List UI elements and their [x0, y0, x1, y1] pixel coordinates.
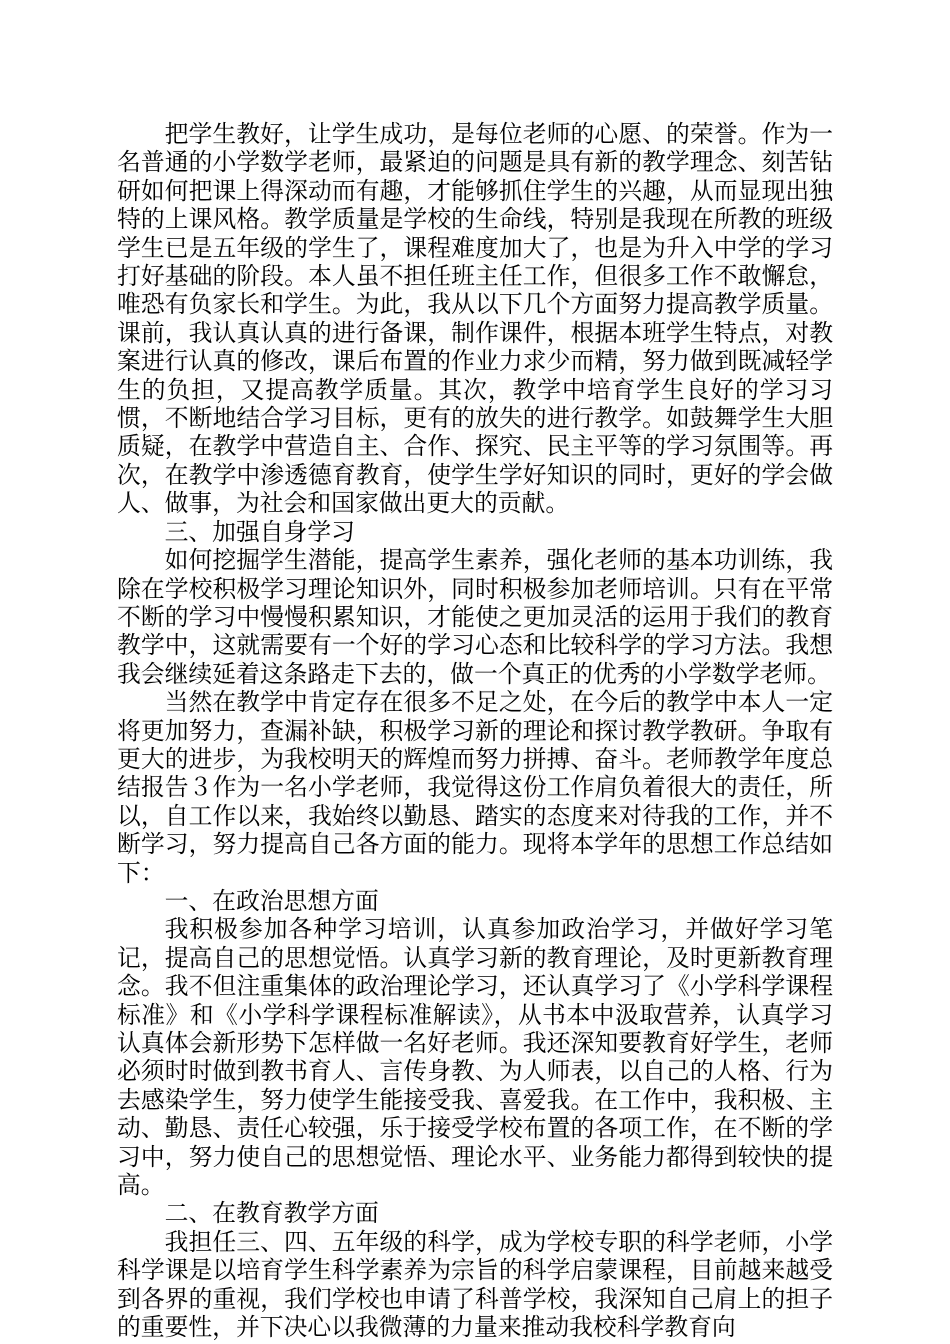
heading-self-study: 三、加强自身学习 — [164, 517, 355, 546]
paragraph-self-study: 如何挖掘学生潜能，提高学生素养，强化老师的基本功训练，我除在学校积极学习理论知识外，同时积极参加老师培训。只有在平常不断的学习中慢慢积累知识，才能使之更加灵活的运用于我们的教育教学中，这就需要有一个好的学习心态和比较科学的学习方法。我想我会继续延着这条路走下去的，做一个真正的优秀的小学数学老师。 — [117, 546, 833, 688]
heading-political-thought: 一、在政治思想方面 — [164, 886, 379, 915]
paragraph-teaching-quality: 把学生教好，让学生成功，是每位老师的心愿、的荣誉。作为一名普通的小学数学老师，最紧迫的问题是具有新的教学理念、刻苦钻研如何把课上得深动而有趣，才能够抓住学生的兴趣，从而显现出独特的上课风格。教学质量是学校的生命线，特别是我现在所教的班级学生已是五年级的学生了，课程难度加大了，也是为升入中学的学习打好基础的阶段。本人虽不担任班主任工作，但很多工作不敢懈怠，唯恐有负家长和学生。为此，我从以下几个方面努力提高教学质量。课前，我认真认真的进行备课，制作课件，根据本班学生特点，对教案进行认真的修改，课后布置的作业力求少而精，努力做到既减轻学生的负担，又提高教学质量。其次，教学中培育学生良好的学习习惯，不断地结合学习目标，更有的放失的进行教学。如鼓舞学生大胆质疑，在教学中营造自主、合作、探究、民主平等的学习氛围等。再次，在教学中渗透德育教育，使学生学好知识的同时，更好的学会做人、做事，为社会和国家做出更大的贡献。 — [117, 120, 833, 518]
paragraph-shortcomings-summary: 当然在教学中肯定存在很多不足之处，在今后的教学中本人一定将更加努力，查漏补缺，积极学习新的理论和探讨教学教研。争取有更大的进步，为我校明天的辉煌而努力拼搏、奋斗。老师教学年度总结报告３作为一名小学老师，我觉得这份工作肩负着很大的责任，所以，自工作以来，我始终以勤恳、踏实的态度来对待我的工作，并不断学习，努力提高自己各方面的能力。现将本学年的思想工作总结如下： — [117, 688, 833, 887]
paragraph-education-teaching: 我担任三、四、五年级的科学，成为学校专职的科学老师，小学科学课是以培育学生科学素养为宗旨的科学启蒙课程，目前越来越受到各界的重视，我们学校也申请了科普学校，我深知自己肩上的担子的重要性，并下决心以我微薄的力量来推动我校科学教育向 — [117, 1227, 833, 1342]
document-page — [117, 120, 833, 1341]
paragraph-political-thought: 我积极参加各种学习培训，认真参加政治学习，并做好学习笔记，提高自己的思想觉悟。认真学习新的教育理论，及时更新教育理念。我不但注重集体的政治理论学习，还认真学习了《小学科学课程标准》和《小学科学课程标准解读》，从书本中汲取营养，认真学习认真体会新形势下怎样做一名好老师。我还深知要教育好学生，老师必须时时做到教书育人、言传身教、为人师表，以自己的人格、行为去感染学生，努力使学生能接受我、喜爱我。在工作中，我积极、主动、勤恳、责任心较强，乐于接受学校布置的各项工作，在不断的学习中，努力使自己的思想觉悟、理论水平、业务能力都得到较快的提高。 — [117, 915, 833, 1200]
heading-education-teaching: 二、在教育教学方面 — [164, 1199, 379, 1228]
